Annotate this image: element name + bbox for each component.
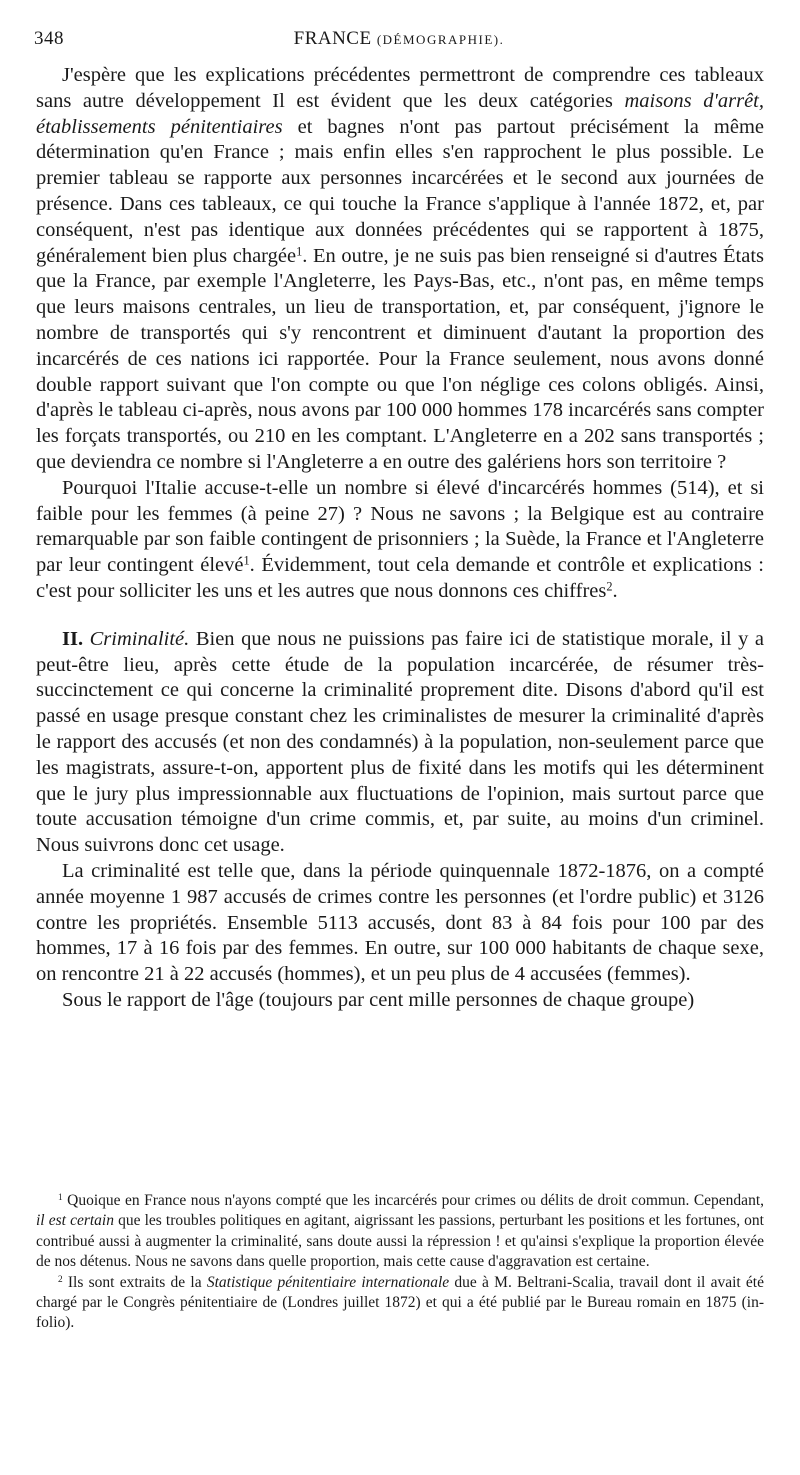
main-text: [36, 63, 764, 1014]
footnote-2: [36, 1273, 764, 1334]
footnote-2-text-a: Ils sont extraits de la: [62, 1273, 207, 1291]
section-criminalite: [36, 627, 764, 859]
paragraph-2-text-a: Pourquoi l'Italie accuse-t-elle un nombre si élevé d'incarcérés hommes (514), et si faible pour les femmes (à peine 27) ? Nous ne savons ; la Belgique est au contraire remarquable par son faible contingent de prisonniers ; la Suède, la France et l'Angleterre par leur contingent élevé: [36, 476, 764, 577]
running-head-subtitle: (DÉMOGRAPHIE).: [376, 32, 505, 47]
running-head: [34, 28, 764, 50]
running-header: [34, 28, 764, 60]
footnote-1-text-a: Quoique en France nous n'ayons compté que les incarcérés pour crimes ou délits de droit commun. Cependant,: [62, 1192, 764, 1209]
paragraph-1: [36, 63, 764, 476]
paragraph-1-text-c: . En outre, je ne suis pas bien renseigné si d'autres États que la France, par exemple l'Angleterre, les Pays-Bas, etc., n'ont pas, en même temps que leurs maisons centrales, un lieu de transportation, et, par conséquent, j'ignore le nombre de transportés qui s'y rencontrent et diminuent d'autant la proportion des incarcérés de ces nations ici rapportée. Pour la France seulement, nous avons donné double rapport suivant que l'on compte ou que l'on néglige ces colons obligés. Ainsi, d'après le tableau ci-après, nous avons par 100 000 hommes 178 incarcérés sans compter les forçats transportés, ou 210 en les comptant. L'Angleterre en a 202 sans transportés ; que deviendra ce nombre si l'Angleterre a en outre des galériens hors son territoire ?: [36, 244, 764, 473]
paragraph-2: [36, 476, 764, 605]
paragraph-1-emphasis: maisons d'arrêt, établissements pénitentiaires: [36, 89, 765, 138]
footnote-ref-1: 1: [296, 243, 303, 258]
footnote-1-mark: 1: [58, 1192, 63, 1203]
footnote-ref-1b: 1: [243, 553, 250, 568]
footnote-2-emphasis: Statistique pénitentiaire internationale: [206, 1273, 450, 1291]
paragraph-2-text-c: .: [612, 579, 618, 602]
footnote-1: [36, 1191, 764, 1273]
footnote-ref-2: 2: [606, 579, 613, 594]
footnote-2-text-b: due à M. Beltrani-Scalia, travail dont il avait été chargé par le Congrès pénitentiaire de (Londres juillet 1872) et qui a été publié par le Bureau romain en 1875 (in-folio).: [36, 1273, 764, 1332]
section-text: Bien que nous ne puissions pas faire ici de statistique morale, il y a peut-être lieu, après cette étude de la population incarcérée, de résumer très-succinctement ce qui concerne la criminalité proprement dite. Disons d'abord qu'il est passé en usage presque constant chez les criminalistes de mesurer la criminalité d'après le rapport des accusés (et non des condamnés) à la population, non-seulement parce que les magistrats, assure-t-on, apportent plus de fixité dans les motifs qui les déterminent que le jury plus impressionnable aux fluctuations de l'opinion, mais surtout parce que toute accusation témoigne d'un crime commis, et, par suite, au moins d'un criminel. Nous suivrons donc cet usage.: [36, 627, 765, 857]
footnotes: [36, 1191, 764, 1334]
section-heading: Criminalité.: [89, 627, 190, 650]
footnote-1-text-b: que les troubles politiques en agitant, aigrissant les passions, perturbant les positions et les fortunes, ont contribué aussi à augmenter la criminalité, sans doute aussi la répression ! et qu'ainsi s'explique la proportion élevée de nos détenus. Nous ne savons dans quelle proportion, mais cette cause d'aggravation est certaine.: [36, 1212, 764, 1271]
section-number: II.: [62, 627, 84, 650]
footnote-2-mark: 2: [58, 1274, 63, 1285]
running-head-title: FRANCE: [293, 28, 372, 49]
paragraph-4: La criminalité est telle que, dans la période quinquennale 1872-1876, on a compté année moyenne 1 987 accusés de crimes contre les personnes (et l'ordre public) et 3126 contre les propriétés. Ensemble 5113 accusés, dont 83 à 84 fois pour 100 par des hommes, 17 à 16 fois par des femmes. En outre, sur 100 000 habitants de chaque sexe, on rencontre 21 à 22 accusés (hommes), et un peu plus de 4 accusées (femmes).: [36, 859, 764, 986]
paragraph-5: Sous le rapport de l'âge (toujours par cent mille personnes de chaque groupe): [62, 988, 695, 1011]
paragraph-2-text-b: . Évidemment, tout cela demande et contrôle et explications : c'est pour solliciter les uns et les autres que nous donnons ces chiffres: [36, 554, 764, 602]
page-number: 348: [34, 28, 64, 49]
footnote-1-emphasis: il est certain: [36, 1212, 114, 1230]
paragraph-1-text-a: J'espère que les explications précédentes permettront de comprendre ces tableaux sans autre développement Il est évident que les deux catégories: [36, 64, 764, 112]
paragraph-1-text-b: et bagnes n'ont pas partout précisément la même détermination qu'en France ; mais enfin elles s'en rapprochent le plus possible. Le premier tableau se rapporte aux personnes incarcérées et le second aux journées de présence. Dans ces tableaux, ce qui touche la France s'applique à l'année 1872, et, par conséquent, n'est pas identique aux données précédentes qui se rapportent à 1875, généralement bien plus chargée: [36, 115, 764, 267]
